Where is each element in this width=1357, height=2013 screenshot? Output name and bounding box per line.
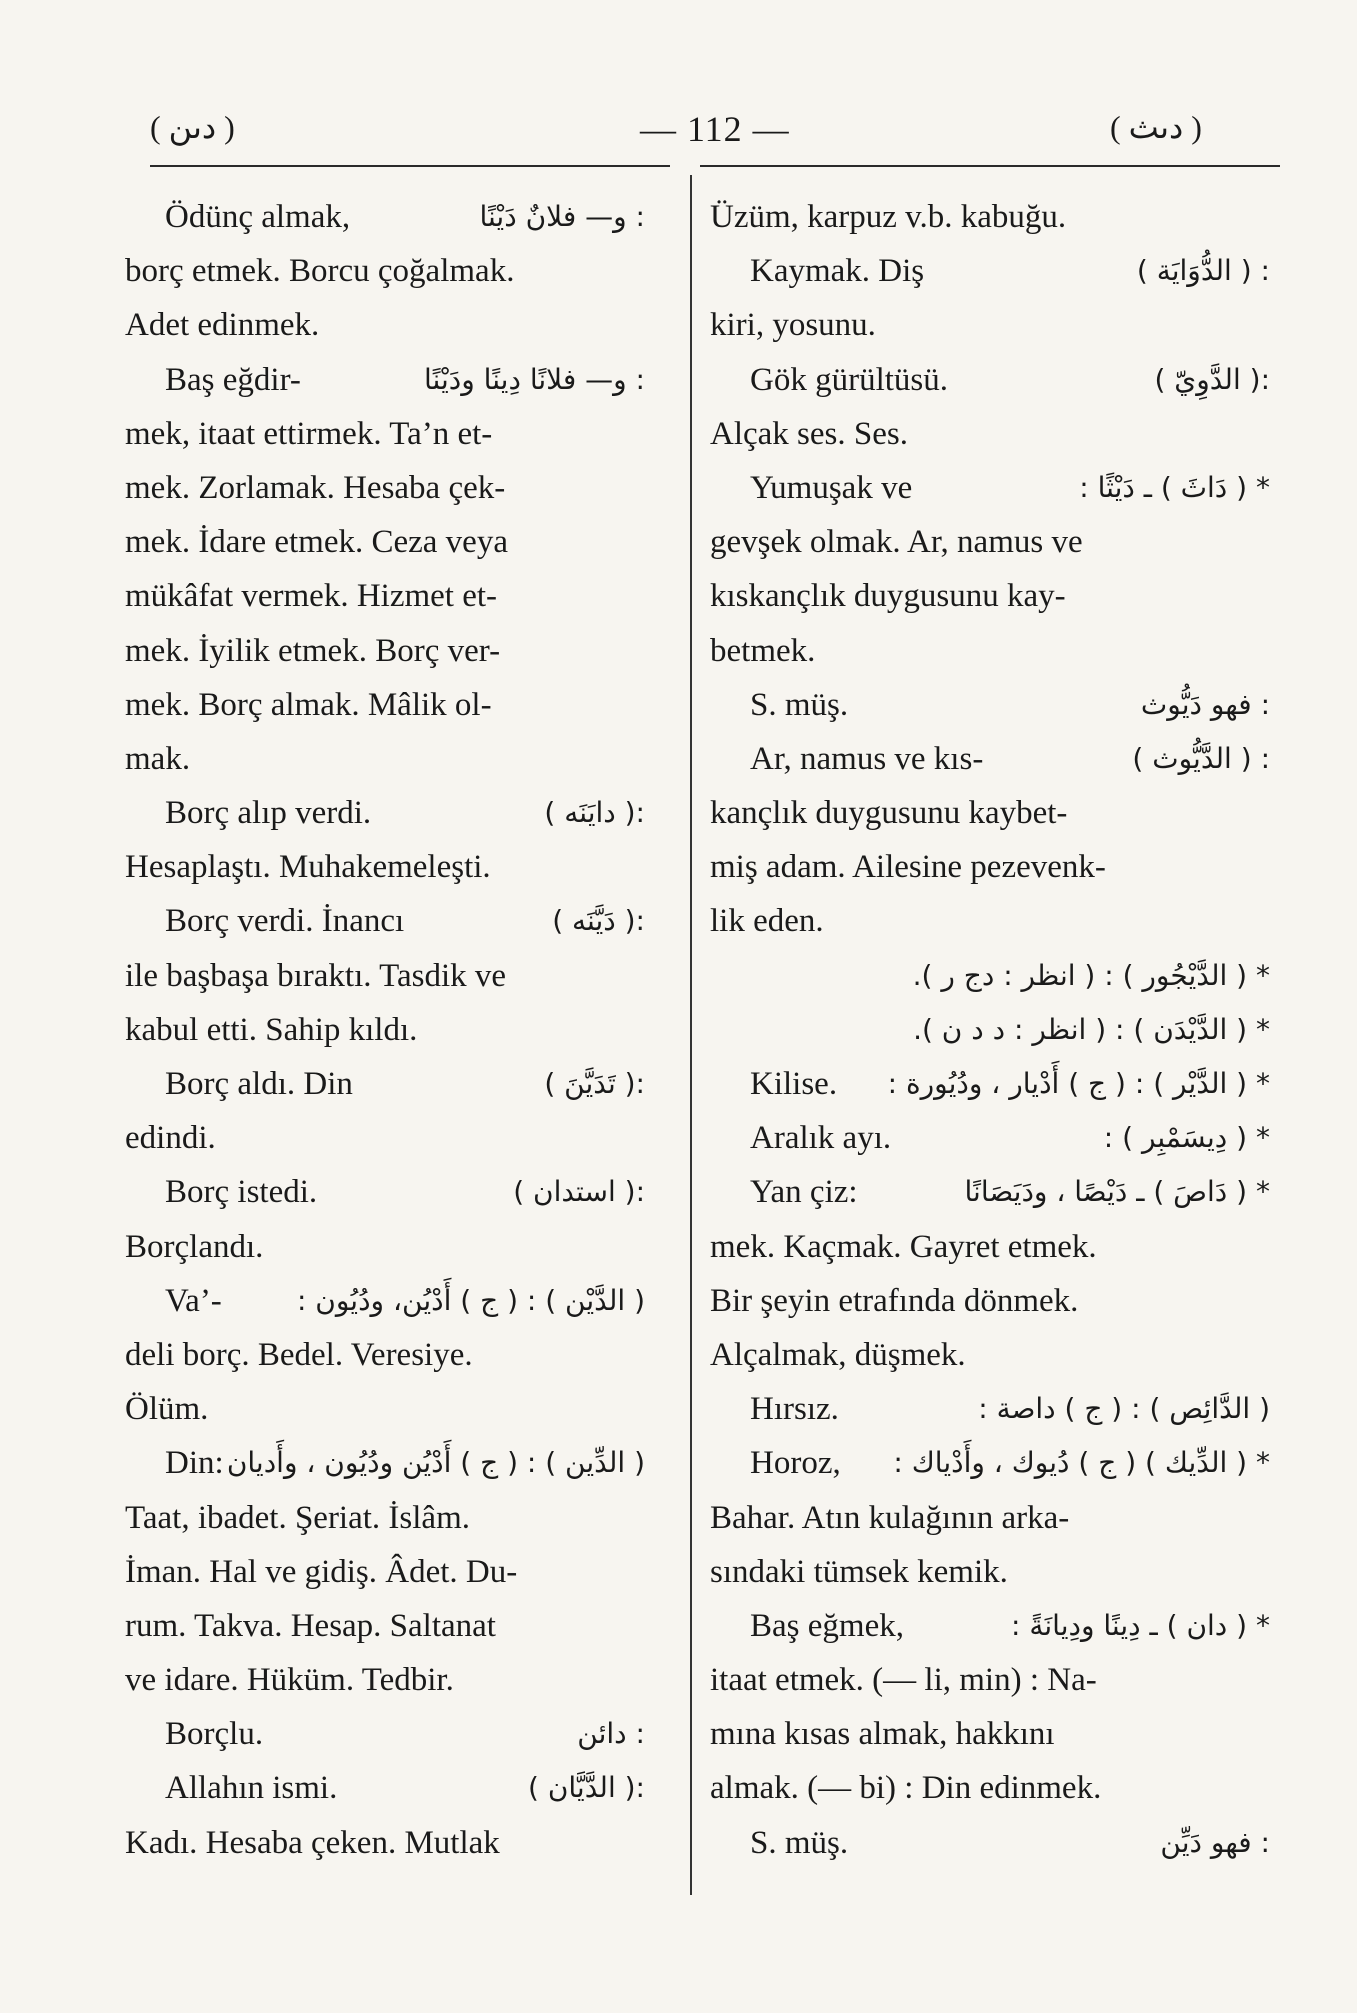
header-left-root: ( دىن ) <box>150 109 235 145</box>
entry-text: Allahın ismi. <box>165 1770 338 1807</box>
dictionary-line <box>710 1436 1270 1490</box>
entry-text: Alçak ses. Ses. <box>710 415 908 452</box>
arabic-headword: :( الدَّيَّان ) <box>528 1771 645 1805</box>
entry-text: Alçalmak, düşmek. <box>710 1336 966 1373</box>
entry-text: Bahar. Atın kulağının arka- <box>710 1499 1070 1536</box>
entry-text: İman. Hal ve gidiş. Âdet. Du- <box>125 1553 518 1590</box>
entry-text: mek. Borç almak. Mâlik ol- <box>125 686 492 723</box>
entry-text: Ar, namus ve kıs- <box>750 740 984 777</box>
entry-text: Din: <box>165 1445 224 1482</box>
entry-text: Hırsız. <box>750 1391 839 1428</box>
arabic-headword: * ( الدَّيْدَن ) : ( انظر : د د ن ). <box>913 1012 1270 1046</box>
arabic-headword: :( تَدَيَّنَ ) <box>544 1067 645 1100</box>
entry-text: kıskançlık duygusunu kay- <box>710 578 1066 615</box>
entry-text: Horoz, <box>750 1445 841 1482</box>
arabic-headword: : دائن <box>577 1717 645 1751</box>
dictionary-line <box>710 1220 1270 1274</box>
dictionary-line <box>125 190 645 244</box>
arabic-headword: * ( دان ) ـ دِينًا ودِيانَةً : <box>1011 1608 1270 1642</box>
dictionary-line <box>125 1003 645 1057</box>
dictionary-line <box>125 1220 645 1274</box>
entry-text: Aralık ayı. <box>750 1120 892 1157</box>
dictionary-line <box>125 353 645 407</box>
entry-text: Borçlandı. <box>125 1228 264 1265</box>
arabic-headword: * ( الدَّيْجُور ) : ( انظر : دج ر ). <box>912 958 1270 992</box>
arabic-headword: * ( دَاثَ ) ـ دَيْثًا : <box>1079 470 1270 504</box>
entry-text: mına kısas almak, hakkını <box>710 1716 1055 1753</box>
dictionary-line <box>710 1761 1270 1815</box>
entry-text: Bir şeyin etrafında dönmek. <box>710 1282 1079 1319</box>
entry-text: Kadı. Hesaba çeken. Mutlak <box>125 1824 500 1861</box>
entry-text: deli borç. Bedel. Veresiye. <box>125 1336 473 1373</box>
entry-text: mak. <box>125 740 191 777</box>
page-number: — 112 — <box>640 109 790 149</box>
dictionary-line <box>710 1003 1270 1057</box>
dictionary-line <box>125 461 645 515</box>
entry-text: rum. Takva. Hesap. Saltanat <box>125 1607 496 1644</box>
arabic-headword: :( دَيَّنَه ) <box>552 904 645 938</box>
dictionary-line <box>125 949 645 1003</box>
entry-text: lik eden. <box>710 903 824 940</box>
dictionary-line <box>710 461 1270 515</box>
dictionary-line <box>710 786 1270 840</box>
dictionary-line <box>710 1599 1270 1653</box>
dictionary-line <box>710 298 1270 352</box>
dictionary-line <box>125 894 645 948</box>
entry-text: mükâfat vermek. Hizmet et- <box>125 578 498 615</box>
arabic-headword: :( استدان ) <box>513 1175 645 1209</box>
entry-text: kançlık duygusunu kaybet- <box>710 795 1068 832</box>
dictionary-line <box>125 1382 645 1436</box>
dictionary-line <box>710 678 1270 732</box>
column-divider <box>690 175 692 1895</box>
entry-text: Baş eğmek, <box>750 1607 904 1644</box>
dictionary-line <box>710 732 1270 786</box>
dictionary-line <box>125 515 645 569</box>
header-rule-left <box>150 165 670 167</box>
dictionary-line <box>125 1545 645 1599</box>
dictionary-line <box>710 353 1270 407</box>
dictionary-line <box>710 515 1270 569</box>
dictionary-line <box>125 1653 645 1707</box>
arabic-headword: * ( دَاصَ ) ـ دَيْصًا ، ودَيَصَانًا <box>964 1175 1270 1209</box>
dictionary-line <box>710 1382 1270 1436</box>
entry-text: Ölüm. <box>125 1391 209 1428</box>
entry-text: ile başbaşa bıraktı. Tasdik ve <box>125 957 507 994</box>
dictionary-line <box>125 1436 645 1490</box>
entry-text: ve idare. Hüküm. Tedbir. <box>125 1662 454 1699</box>
entry-text: Adet edinmek. <box>125 307 320 344</box>
dictionary-line <box>710 1057 1270 1111</box>
arabic-headword: :( الدَّوِيّ ) <box>1154 362 1270 396</box>
dictionary-line <box>125 1816 645 1870</box>
dictionary-line <box>710 1328 1270 1382</box>
arabic-headword: ( الدِّين ) : ( ج ) أَدْيُن ودُيُون ، وأَديان <box>226 1446 645 1480</box>
dictionary-line <box>710 1111 1270 1165</box>
entry-text: borç etmek. Borcu çoğalmak. <box>125 253 515 290</box>
dictionary-line <box>710 190 1270 244</box>
arabic-headword: : فهو دَيِّن <box>1160 1825 1270 1859</box>
entry-text: Gök gürültüsü. <box>750 361 948 398</box>
entry-text: Kaymak. Diş <box>750 253 925 290</box>
entry-text: almak. (— bi) : Din edinmek. <box>710 1770 1102 1807</box>
entry-text: Kilise. <box>750 1066 838 1102</box>
dictionary-line <box>710 407 1270 461</box>
dictionary-line <box>710 894 1270 948</box>
arabic-headword: :( دايَنَه ) <box>544 796 645 830</box>
dictionary-line <box>125 407 645 461</box>
dictionary-line <box>125 1274 645 1328</box>
entry-text: Hesaplaştı. Muhakemeleşti. <box>125 849 491 886</box>
entry-text: gevşek olmak. Ar, namus ve <box>710 524 1083 561</box>
entry-text: Borçlu. <box>165 1716 264 1753</box>
entry-text: kiri, yosunu. <box>710 307 876 344</box>
dictionary-line <box>125 1599 645 1653</box>
dictionary-line <box>710 949 1270 1003</box>
dictionary-line <box>125 1111 645 1165</box>
entry-text: itaat etmek. (— li, min) : Na- <box>710 1662 1097 1699</box>
entry-text: S. müş. <box>750 1824 849 1861</box>
dictionary-line <box>125 569 645 623</box>
arabic-headword: : ( الدُّوَايَة ) <box>1136 254 1270 288</box>
dictionary-line <box>710 244 1270 298</box>
entry-text: Borç alıp verdi. <box>165 795 372 832</box>
dictionary-line <box>710 569 1270 623</box>
right-column <box>710 190 1270 1870</box>
dictionary-line <box>125 1328 645 1382</box>
entry-text: Borç istedi. <box>165 1174 318 1211</box>
entry-text: Ödünç almak, <box>165 199 351 235</box>
arabic-headword: * ( الدَّيْر ) : ( ج ) أَدْيار ، ودُيُورة : <box>887 1067 1270 1100</box>
entry-text: Üzüm, karpuz v.b. kabuğu. <box>710 199 1067 235</box>
entry-text: Yumuşak ve <box>750 469 913 506</box>
arabic-headword: : ( الدَّيُّوث ) <box>1132 741 1270 775</box>
dictionary-line <box>125 732 645 786</box>
entry-text: betmek. <box>710 632 816 669</box>
dictionary-line <box>710 1545 1270 1599</box>
arabic-headword: : و— فلانٌ دَيْنًا <box>479 200 645 233</box>
entry-text: mek. Zorlamak. Hesaba çek- <box>125 469 506 506</box>
arabic-headword: : فهو دَيُّوث <box>1140 687 1270 721</box>
left-column <box>125 190 645 1870</box>
entry-text: Borç verdi. İnancı <box>165 903 405 940</box>
dictionary-line <box>710 1653 1270 1707</box>
entry-text: Yan çiz: <box>750 1174 858 1211</box>
dictionary-line <box>125 1491 645 1545</box>
arabic-headword: ( الدَّيْن ) : ( ج ) أَدْيُن، ودُيُون : <box>296 1283 645 1317</box>
entry-text: S. müş. <box>750 686 849 723</box>
entry-text: kabul etti. Sahip kıldı. <box>125 1011 418 1048</box>
dictionary-line <box>125 840 645 894</box>
dictionary-line <box>710 1707 1270 1761</box>
dictionary-line <box>710 1491 1270 1545</box>
entry-text: mek. İdare etmek. Ceza veya <box>125 524 508 561</box>
header-rule-right <box>700 165 1280 167</box>
dictionary-line <box>125 786 645 840</box>
dictionary-line <box>710 1816 1270 1870</box>
dictionary-line <box>125 298 645 352</box>
dictionary-line <box>125 1057 645 1111</box>
entry-text: mek. İyilik etmek. Borç ver- <box>125 632 501 669</box>
entry-text: Borç aldı. Din <box>165 1066 353 1102</box>
dictionary-line <box>125 244 645 298</box>
entry-text: sındaki tümsek kemik. <box>710 1553 1008 1590</box>
entry-text: mek, itaat ettirmek. Ta’n et- <box>125 415 493 452</box>
header-right-root: ( دىث ) <box>1110 109 1202 145</box>
dictionary-line <box>125 1761 645 1815</box>
entry-text: edindi. <box>125 1120 216 1157</box>
dictionary-line <box>710 1274 1270 1328</box>
dictionary-line <box>125 678 645 732</box>
entry-text: mek. Kaçmak. Gayret etmek. <box>710 1228 1097 1265</box>
dictionary-line <box>710 624 1270 678</box>
entry-text: Baş eğdir- <box>165 361 301 398</box>
arabic-headword: ( الدَّائِص ) : ( ج ) داصة : <box>978 1392 1270 1426</box>
arabic-headword: : و— فلانًا دِينًا ودَيْنًا <box>424 362 645 396</box>
entry-text: Taat, ibadet. Şeriat. İslâm. <box>125 1499 470 1536</box>
arabic-headword: * ( دِيسَمْبِر ) : <box>1103 1121 1270 1155</box>
arabic-headword: * ( الدِّيك ) ( ج ) دُيوك ، وأَدْياك : <box>893 1446 1270 1480</box>
dictionary-line <box>710 840 1270 894</box>
dictionary-line <box>125 1707 645 1761</box>
dictionary-line <box>125 1165 645 1219</box>
entry-text: Va’- <box>165 1282 222 1319</box>
dictionary-line <box>125 624 645 678</box>
entry-text: miş adam. Ailesine pezevenk- <box>710 849 1106 886</box>
dictionary-line <box>710 1165 1270 1219</box>
